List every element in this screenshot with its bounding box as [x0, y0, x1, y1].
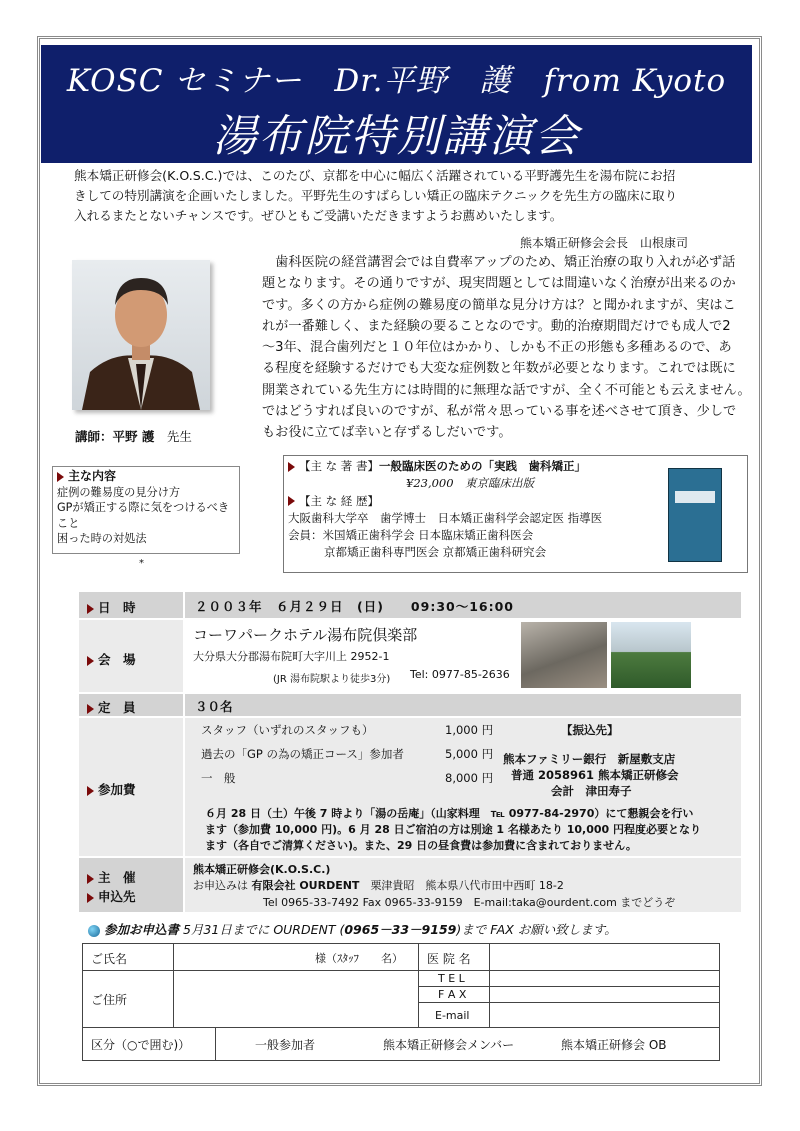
form-deadline: 5月31日までに OURDENT (	[182, 922, 345, 937]
body-line: 歯科医院の経営講習会では自費率アップのため、矯正治療の取り入れが必ず話	[262, 255, 736, 270]
arrow-icon	[57, 472, 64, 482]
capacity-label-cell	[79, 694, 183, 716]
tel-label: T E L	[438, 972, 465, 985]
seminar-title: 湯布院特別講演会	[212, 111, 581, 162]
party-notice	[205, 806, 701, 854]
capacity-value: ３０名	[185, 694, 741, 716]
body-line: もお役に立てば幸いと存ずるしだいです。	[262, 425, 512, 441]
fee-value-cell	[185, 718, 741, 856]
date-value: ２００３年 ６月２９日 (日) 09:30～16:00	[185, 592, 741, 618]
clinic-field[interactable]	[491, 944, 717, 970]
category-option-general[interactable]: 一般参加者	[255, 1038, 316, 1052]
party-line: ます（各自でご清算ください)。また、29 日の昼食費は参加費に含まれておりません。	[205, 839, 637, 852]
lecturer-title: 先生	[166, 429, 192, 444]
contents-item: 症例の難易度の見分け方	[57, 485, 181, 499]
venue-address: 大分県大分郡湯布院町大字川上 2952-1	[193, 650, 390, 663]
capacity-label: 定 員	[98, 700, 136, 715]
venue-value-cell	[185, 620, 741, 692]
venue-label-cell	[79, 620, 183, 692]
book-title: 一般臨床医のための「実践 歯科矯正」	[378, 459, 586, 473]
category-label: 区分（○で囲む)）	[91, 1038, 191, 1052]
contents-item: 困った時の対処法	[57, 532, 147, 545]
party-line: ６月 28 日（土）午後 7 時より「湯の岳庵」（山家料理 ℡ 0977-84-2970）にて懇親会を行い	[205, 807, 694, 820]
form-fax-number: 0965－33－9159	[344, 922, 457, 937]
apply-info	[193, 877, 564, 893]
arrow-icon	[87, 786, 94, 796]
venue-tel: Tel: 0977-85-2636	[410, 668, 510, 681]
arrow-icon	[87, 893, 94, 903]
body-line: ではどうすれば良いのですが、私が常々思っている事を述べさせて頂き、少しで	[262, 404, 737, 420]
fee-price: 5,000 円	[445, 747, 494, 761]
arrow-icon	[288, 496, 295, 506]
fee-price: 8,000 円	[445, 771, 494, 785]
clinic-label: 医 院 名	[427, 952, 471, 966]
venue-name: コーワパークホテル湯布院倶楽部	[193, 626, 418, 644]
host-label-cell	[79, 858, 183, 912]
date-label-cell	[79, 592, 183, 618]
fee-price: 1,000 円	[445, 723, 494, 737]
address-label: ご住所	[91, 993, 128, 1007]
apply-company: 有限会社 OURDENT	[251, 879, 360, 892]
body-line: です。多くの方から症例の難易度の簡単な見分け方は？と聞かれますが、実はこ	[262, 297, 736, 313]
party-line: ます（参加費 10,000 円)。6 月 28 日ご宿泊の方は別途 1 名様あたり 10,000 円程度必要となり	[205, 823, 702, 836]
arrow-icon	[87, 704, 94, 714]
arrow-icon	[288, 462, 295, 472]
event-details-table	[79, 592, 741, 915]
book-cover-image	[668, 468, 722, 562]
fee-label: 参加費	[98, 782, 136, 797]
lecture-description	[262, 252, 754, 447]
fee-name: 一 般	[201, 771, 236, 785]
intro-paragraph	[74, 166, 754, 226]
fax-label: F A X	[438, 988, 467, 1001]
fax-field[interactable]	[491, 987, 717, 1002]
contents-heading: 主な内容	[68, 469, 117, 483]
lecturer-name: 講師：平野 護	[75, 429, 155, 444]
body-line: る程度を経験するだけでも大変な症例数と年数が必要となります。これでは既に	[262, 361, 736, 377]
fee-name: スタッフ（いずれのスタッフも）	[201, 723, 374, 737]
email-label: E-mail	[435, 1009, 470, 1022]
lecturer-caption	[75, 427, 192, 445]
apply-label: 申込先	[98, 889, 136, 904]
arrow-icon	[87, 656, 94, 666]
apply-person: 栗津貴昭 熊本県八代市田中西町 18-2	[370, 879, 564, 892]
category-option-member[interactable]: 熊本矯正研修会メンバー	[383, 1038, 515, 1052]
apply-prefix: お申込みは	[193, 879, 248, 892]
president-signature: 熊本矯正研修会会長 山根康司	[520, 236, 689, 250]
email-field[interactable]	[491, 1003, 717, 1027]
career-label: 【主 な 経 歴】	[299, 493, 379, 508]
arrow-icon	[87, 874, 94, 884]
lecturer-photo	[72, 260, 210, 410]
contents-item: GPが矯正する際に気をつけるべきこと	[57, 501, 230, 530]
intro-line: きしての特別講演を企画いたしました。平野先生のすばらしい矯正の臨床テクニックを先生方の臨床に取り	[74, 188, 678, 203]
body-line: れが一番難しく、また経験の要ることなのです。動的治療期間だけでも成人で2	[262, 318, 731, 334]
arrow-icon	[87, 604, 94, 614]
date-label: 日 時	[98, 600, 136, 615]
host-label: 主 催	[98, 870, 136, 885]
form-title: 参加お申込書	[103, 922, 179, 937]
globe-icon	[88, 925, 100, 937]
body-line: 題となります。その通りですが、現実問題としては間違いなく治療が出来るのか	[262, 276, 736, 292]
category-option-ob[interactable]: 熊本矯正研修会 OB	[561, 1038, 667, 1052]
address-field[interactable]	[177, 972, 416, 1026]
book-price: ¥23,000 東京臨床出版	[406, 476, 535, 491]
apply-contact: Tel 0965-33-7492 Fax 0965-33-9159 E-mail:taka@ourdent.com までどうぞ	[263, 896, 676, 909]
hotel-interior-photo	[521, 622, 607, 688]
transfer-line: 普通 2058961 熊本矯正研修会	[511, 768, 679, 782]
application-heading	[88, 920, 617, 938]
transfer-heading: 【振込先】	[561, 723, 619, 737]
body-line: 開業されている先生方には時間的に無理な話ですが、全く不可能とも云えません。	[262, 382, 751, 398]
tel-field[interactable]	[491, 971, 717, 986]
sama-label: 様（ｽﾀｯﾌ 名）	[315, 952, 403, 965]
intro-line: 熊本矯正研修会(K.O.S.C.)では、このたび、京都を中心に幅広く活躍されている平野護先生を湯布院にお招	[74, 168, 676, 183]
seminar-subtitle: KOSC セミナー Dr.平野 護 from Kyoto	[66, 63, 727, 99]
book-label: 【主 な 著 書】	[299, 459, 379, 473]
form-instruction: )まで FAX お願い致します。	[456, 922, 617, 937]
host-value-cell	[185, 858, 741, 912]
transfer-line: 会計 津田寿子	[551, 784, 632, 798]
fee-label-cell	[79, 718, 183, 856]
main-contents-box	[52, 466, 240, 554]
transfer-line: 熊本ファミリー銀行 新屋敷支店	[503, 752, 676, 766]
fee-name: 過去の「GP の為の矯正コース」参加者	[201, 747, 404, 761]
venue-access: (JR 湯布院駅より徒歩3分)	[273, 674, 391, 685]
hotel-exterior-photo	[611, 622, 691, 688]
title-banner	[41, 45, 752, 163]
career-line: 大阪歯科大学卒 歯学博士 日本矯正歯科学会認定医 指導医	[288, 510, 603, 525]
career-line: 京都矯正歯科専門医会 京都矯正歯科研究会	[324, 545, 547, 560]
application-form	[82, 943, 720, 1061]
footnote-mark: *	[139, 558, 144, 569]
career-line: 会員：米国矯正歯科学会 日本臨床矯正歯科医会	[288, 528, 534, 543]
body-line: ～3年、混合歯列だと１０年位はかかり、しかも不正の形態も多種あるので、あ	[262, 340, 732, 356]
host-value: 熊本矯正研修会(K.O.S.C.)	[193, 863, 331, 876]
intro-line: 入れるまたとないチャンスです。ぜひともご受講いただきますようお薦めいたします。	[74, 208, 563, 223]
venue-label: 会 場	[98, 652, 136, 667]
name-label: ご氏名	[91, 952, 128, 966]
